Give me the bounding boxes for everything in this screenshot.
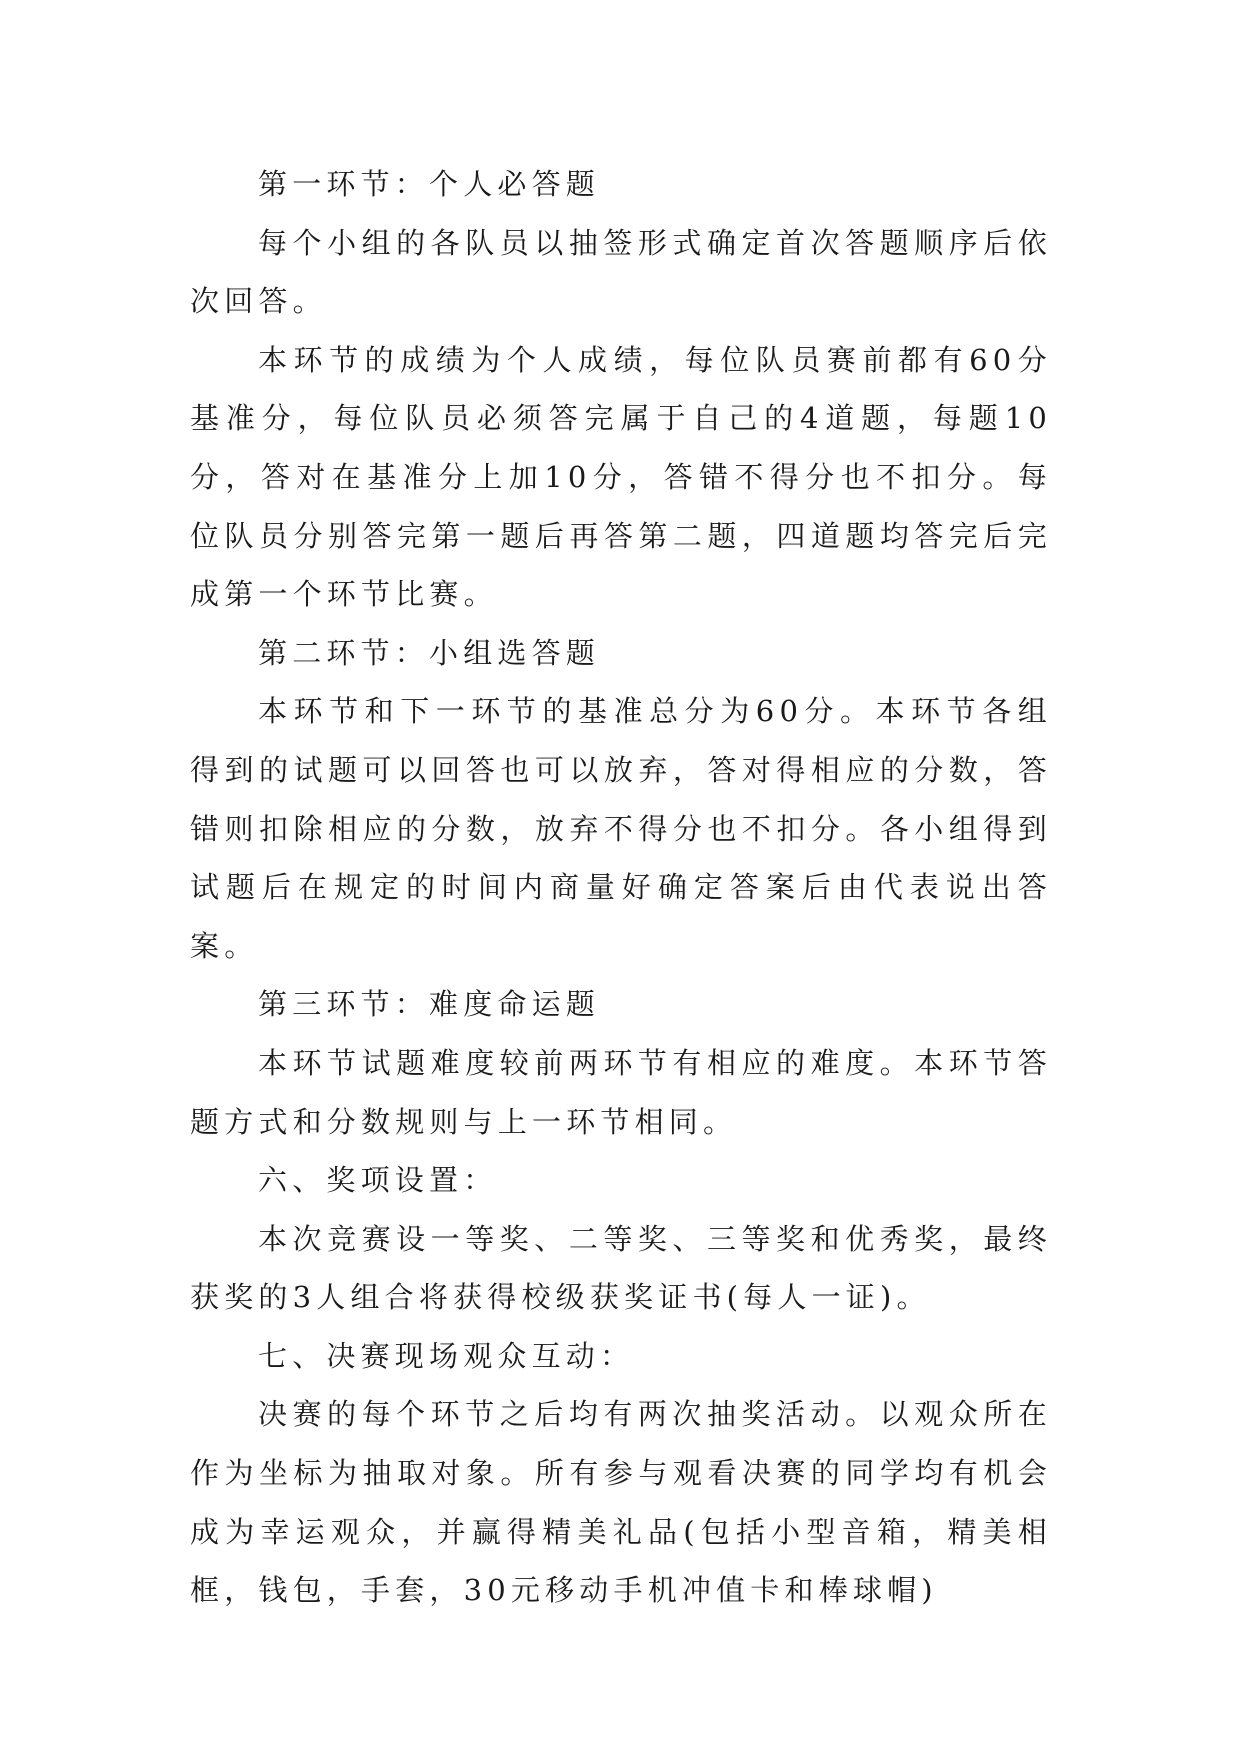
- paragraph-round-two-rules: 本环节和下一环节的基准总分为60分。本环节各组得到的试题可以回答也可以放弃，答对得相应的分数，答错则扣除相应的分数，放弃不得分也不扣分。各小组得到试题后在规定的时间内商量好确定答案后由代表说出答案。: [190, 694, 1052, 963]
- paragraph-audience-interaction: 决赛的每个环节之后均有两次抽奖活动。以观众所在作为坐标为抽取对象。所有参与观看决赛的同学均有机会成为幸运观众，并赢得精美礼品(包括小型音箱，精美相框，钱包，手套，30元移动手机冲值卡和棒球帽): [190, 1397, 1052, 1608]
- paragraph-round-three-rules: 本环节试题难度较前两环节有相应的难度。本环节答题方式和分数规则与上一环节相同。: [190, 1045, 1052, 1139]
- section-heading-round-three: 第三环节：难度命运题: [258, 987, 601, 1022]
- paragraph-answer-order: 每个小组的各队员以抽签形式确定首次答题顺序后依次回答。: [190, 225, 1052, 319]
- section-heading-round-two: 第二环节：小组选答题: [258, 635, 601, 670]
- document-body: [190, 155, 1052, 1620]
- paragraph-awards: 本次竞赛设一等奖、二等奖、三等奖和优秀奖，最终获奖的3人组合将获得校级获奖证书(每人一证)。: [190, 1221, 1052, 1315]
- section-heading-audience-interaction: 七、决赛现场观众互动：: [258, 1338, 635, 1373]
- section-heading-awards: 六、奖项设置：: [258, 1163, 498, 1198]
- section-heading-round-one: 第一环节：个人必答题: [258, 167, 601, 201]
- paragraph-round-one-rules: 本环节的成绩为个人成绩，每位队员赛前都有60分基准分，每位队员必须答完属于自己的4道题，每题10分，答对在基准分上加10分，答错不得分也不扣分。每位队员分别答完第一题后再答第二题，四道题均答完后完成第一个环节比赛。: [190, 342, 1052, 612]
